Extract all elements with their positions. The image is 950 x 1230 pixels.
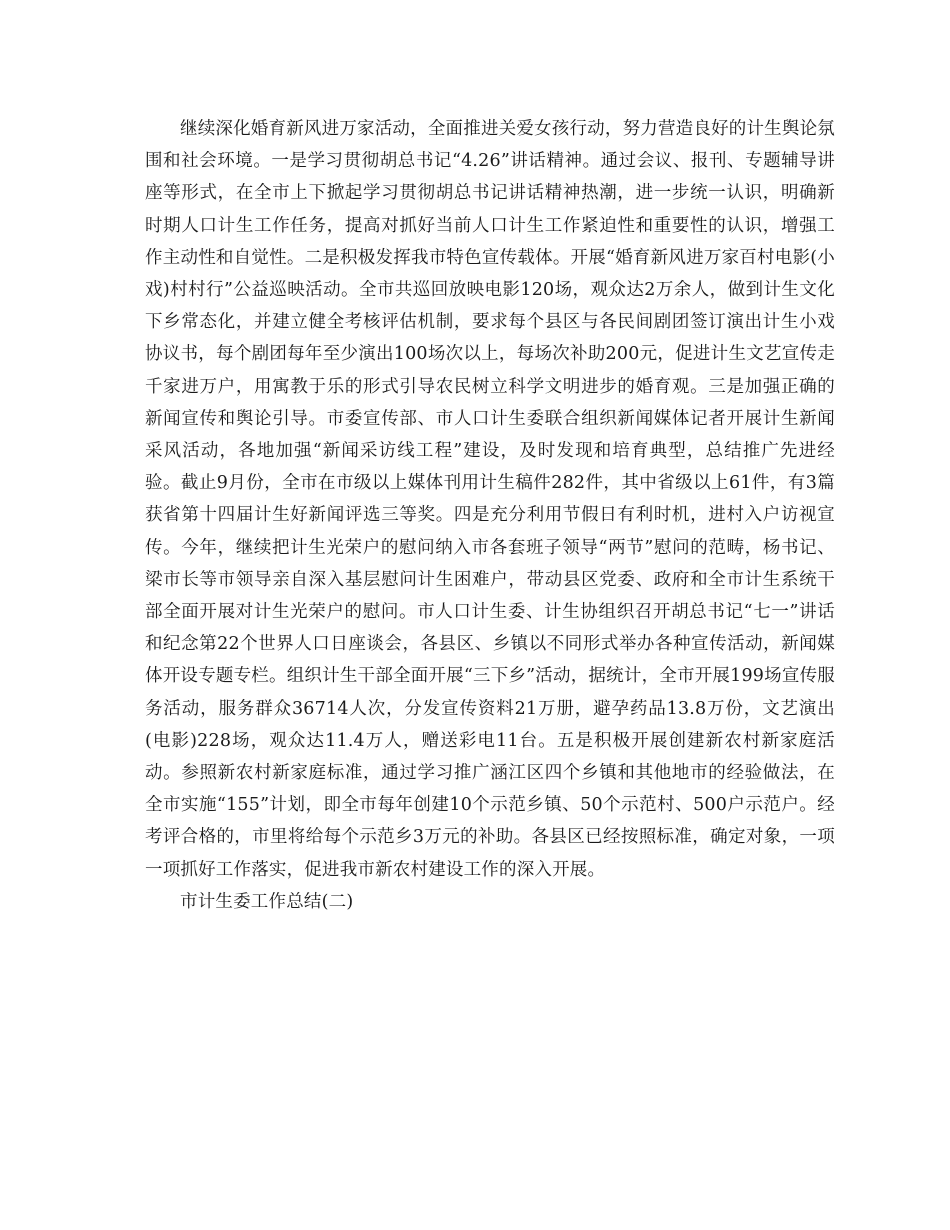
document-body bbox=[145, 113, 835, 918]
section-heading: 市计生委工作总结(二) bbox=[180, 891, 354, 912]
body-paragraph: 继续深化婚育新风进万家活动，全面推进关爱女孩行动，努力营造良好的计生舆论氛围和社会环境。一是学习贯彻胡总书记“4.26”讲话精神。通过会议、报刊、专题辅导讲座等形式，在全市上下掀起学习贯彻胡总书记讲话精神热潮，进一步统一认识，明确新时期人口计生工作任务，提高对抓好当前人口计生工作紧迫性和重要性的认识，增强工作主动性和自觉性。二是积极发挥我市特色宣传载体。开展“婚育新风进万家百村电影(小戏)村村行”公益巡映活动。全市共巡回放映电影120场，观众达2万余人，做到计生文化下乡常态化，并建立健全考核评估机制，要求每个县区与各民间剧团签订演出计生小戏协议书，每个剧团每年至少演出100场次以上，每场次补助200元，促进计生文艺宣传走千家进万户，用寓教于乐的形式引导农民树立科学文明进步的婚育观。三是加强正确的新闻宣传和舆论引导。市委宣传部、市人口计生委联合组织新闻媒体记者开展计生新闻采风活动，各地加强“新闻采访线工程”建设，及时发现和培育典型，总结推广先进经验。截止9月份，全市在市级以上媒体刊用计生稿件282件，其中省级以上61件，有3篇获省第十四届计生好新闻评选三等奖。四是充分利用节假日有利时机，进村入户访视宣传。今年，继续把计生光荣户的慰问纳入市各套班子领导“两节”慰问的范畴，杨书记、梁市长等市领导亲自深入基层慰问计生困难户，带动县区党委、政府和全市计生系统干部全面开展对计生光荣户的慰问。市人口计生委、计生协组织召开胡总书记“七一”讲话和纪念第22个世界人口日座谈会，各县区、乡镇以不同形式举办各种宣传活动，新闻媒体开设专题专栏。组织计生干部全面开展“三下乡”活动，据统计，全市开展199场宣传服务活动，服务群众36714人次，分发宣传资料21万册，避孕药品13.8万份，文艺演出(电影)228场，观众达11.4万人，赠送彩电11台。五是积极开展创建新农村新家庭活动。参照新农村新家庭标准，通过学习推广涵江区四个乡镇和其他地市的经验做法，在全市实施“155”计划，即全市每年创建10个示范乡镇、50个示范村、500户示范户。经考评合格的，市里将给每个示范乡3万元的补助。各县区已经按照标准，确定对象，一项一项抓好工作落实，促进我市新农村建设工作的深入开展。 bbox=[145, 119, 835, 880]
